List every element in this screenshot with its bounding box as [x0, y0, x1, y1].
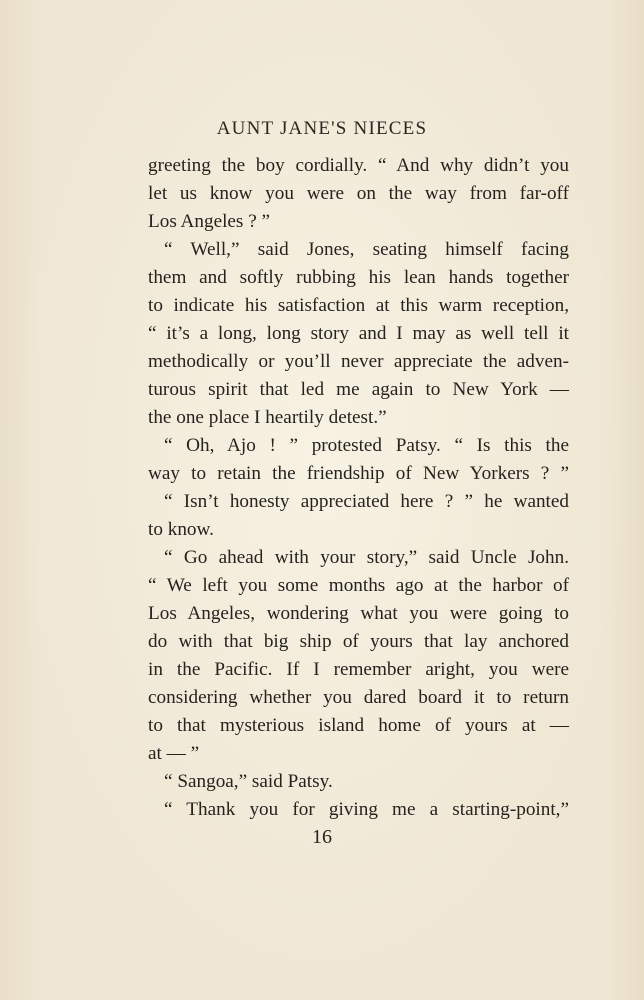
text-line: at — ” — [148, 743, 200, 764]
text-line: greeting the boy cordially. “ And why didn’t you — [148, 155, 569, 176]
text-line: to indicate his satisfaction at this warm reception, — [148, 295, 569, 316]
text-line: “ Sangoa,” said Patsy. — [164, 771, 333, 792]
text-line: do with that big ship of yours that lay anchored — [148, 631, 569, 652]
text-line: Los Angeles ? ” — [148, 211, 271, 232]
text-line: “ Isn’t honesty appreciated here ? ” he wanted — [164, 491, 569, 512]
text-line: to that mysterious island home of yours at — — [148, 715, 569, 736]
text-line: let us know you were on the way from far-off — [148, 183, 569, 204]
page-number: 16 — [312, 826, 332, 848]
running-head: AUNT JANE'S NIECES — [216, 118, 428, 139]
text-line: methodically or you’ll never appreciate the adven- — [148, 351, 569, 372]
text-line: “ We left you some months ago at the harbor of — [148, 575, 569, 596]
text-line: Los Angeles, wondering what you were going to — [148, 603, 569, 624]
text-line: “ Well,” said Jones, seating himself facing — [164, 239, 569, 260]
text-line: the one place I heartily detest.” — [148, 407, 387, 428]
text-line: to know. — [148, 519, 214, 540]
text-line: “ it’s a long, long story and I may as well tell it — [148, 323, 569, 344]
text-line: them and softly rubbing his lean hands together — [148, 267, 569, 288]
text-line: considering whether you dared board it to return — [148, 687, 569, 708]
text-line: “ Oh, Ajo ! ” protested Patsy. “ Is this the — [164, 435, 569, 456]
text-line: “ Go ahead with your story,” said Uncle John. — [164, 547, 569, 568]
body-text — [148, 152, 569, 824]
text-line: in the Pacific. If I remember aright, you were — [148, 659, 569, 680]
text-line: “ Thank you for giving me a starting-point,” — [164, 799, 569, 820]
text-line: way to retain the friendship of New Yorkers ? ” — [148, 463, 569, 484]
text-line: turous spirit that led me again to New York — — [148, 379, 569, 400]
